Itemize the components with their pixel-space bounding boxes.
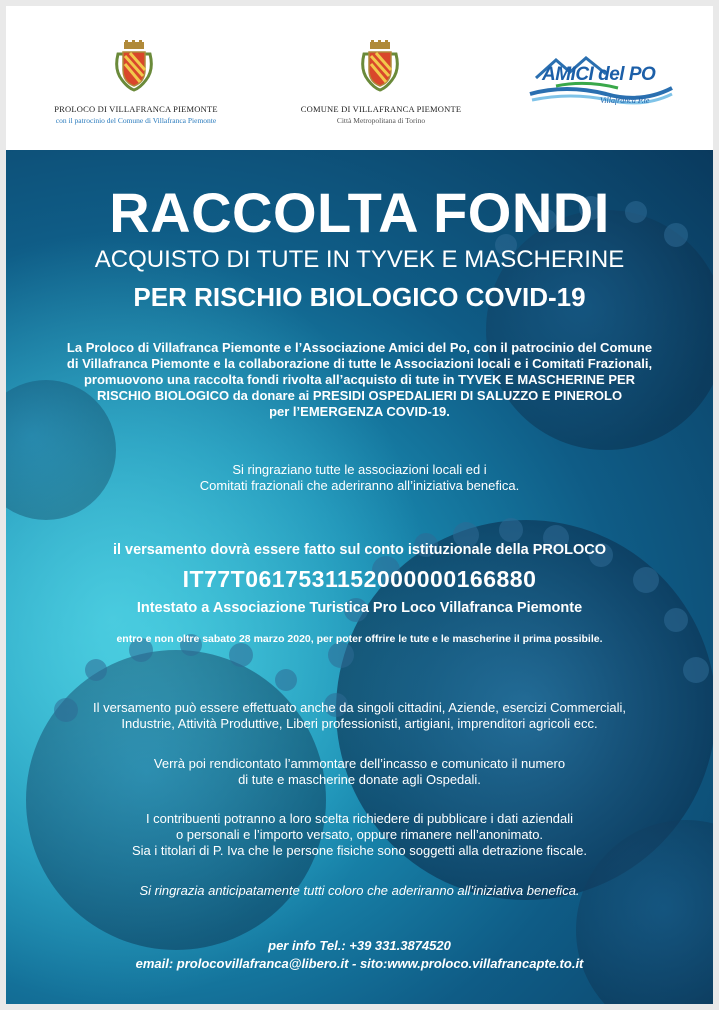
- thanks-paragraph: [56, 462, 663, 494]
- logo-sub: Villafranca P.te: [600, 96, 650, 105]
- thanks-line: Comitati frazionali che aderiranno all’iniziativa benefica.: [199, 478, 520, 493]
- report-line: di tute e mascherine donate agli Ospedali.: [238, 772, 481, 787]
- intro-paragraph: [56, 340, 663, 420]
- contact-phone: per info Tel.: +39 331.3874520: [268, 938, 451, 953]
- header: [6, 6, 713, 150]
- privacy-line: o personali e l’importo versato, oppure rimanere nell’anonimato.: [175, 827, 544, 842]
- iban: IT77T0617531152000000166880: [182, 566, 537, 592]
- account-holder: Intestato a Associazione Turistica Pro Loco Villafranca Piemonte: [136, 600, 583, 616]
- closing-line: Si ringrazia anticipatamente tutti coloro che aderiranno all’iniziativa benefica.: [139, 883, 580, 898]
- poster-content: [6, 150, 713, 1004]
- intro-line: La Proloco di Villafranca Piemonte e l’Associazione Amici del Po, con il patrocinio del Comune: [66, 340, 653, 355]
- privacy-paragraph: [56, 811, 663, 859]
- logo-text: AMICI del PO: [542, 64, 656, 85]
- proloco-patronage: con il patrocinio del Comune di Villafranca Piemonte: [55, 116, 217, 125]
- poster-body: [6, 150, 713, 1004]
- who-line: Il versamento può essere effettuato anche da singoli cittadini, Aziende, esercizi Commerciali,: [92, 700, 627, 715]
- deadline-note: entro e non oltre sabato 28 marzo 2020, per poter offrire le tute e le mascherine il prima possibile.: [116, 633, 603, 645]
- intro-line: per l’EMERGENZA COVID-19.: [269, 404, 450, 419]
- privacy-line: Sia i titolari di P. Iva che le persone fisiche sono soggetti alla detrazione fiscale.: [131, 843, 588, 858]
- comune-name: COMUNE DI VILLAFRANCA PIEMONTE: [300, 104, 462, 114]
- privacy-line: I contribuenti potranno a loro scelta richiedere di pubblicare i dati aziendali: [145, 811, 574, 826]
- crest-icon: [358, 40, 402, 92]
- crest-icon: [112, 40, 156, 92]
- report-line: Verrà poi rendicontato l’ammontare dell’incasso e comunicato il numero: [153, 756, 566, 771]
- intro-line: RISCHIO BIOLOGICO da donare ai PRESIDI OSPEDALIERI DI SALUZZO E PINEROLO: [96, 388, 623, 403]
- amici-del-po-logo: [526, 54, 676, 112]
- contact-email-site: email: prolocovillafranca@libero.it - sito:www.proloco.villafrancapte.to.it: [135, 956, 584, 971]
- who-paragraph: [36, 700, 683, 732]
- poster-page: [6, 6, 713, 1004]
- account-line: il versamento dovrà essere fatto sul conto istituzionale della PROLOCO: [112, 542, 607, 558]
- report-paragraph: [56, 756, 663, 788]
- intro-line: di Villafranca Piemonte e la collaborazione di tutte le Associazioni locali e i Comitati Frazionali,: [66, 356, 653, 371]
- intro-line: promuovono una raccolta fondi rivolta all’acquisto di tute in TYVEK E MASCHERINE PER: [83, 372, 636, 387]
- subtitle-1: ACQUISTO DI TUTE IN TYVEK E MASCHERINE: [94, 246, 625, 273]
- thanks-line: Si ringraziano tutte le associazioni locali ed i: [232, 462, 487, 477]
- proloco-name: PROLOCO DI VILLAFRANCA PIEMONTE: [54, 104, 218, 114]
- main-title: RACCOLTA FONDI: [109, 181, 610, 244]
- comune-sub: Città Metropolitana di Torino: [336, 116, 426, 125]
- who-line: Industrie, Attività Produttive, Liberi professionisti, artigiani, imprenditori agricoli ecc.: [121, 716, 598, 731]
- subtitle-2: PER RISCHIO BIOLOGICO COVID-19: [133, 282, 586, 312]
